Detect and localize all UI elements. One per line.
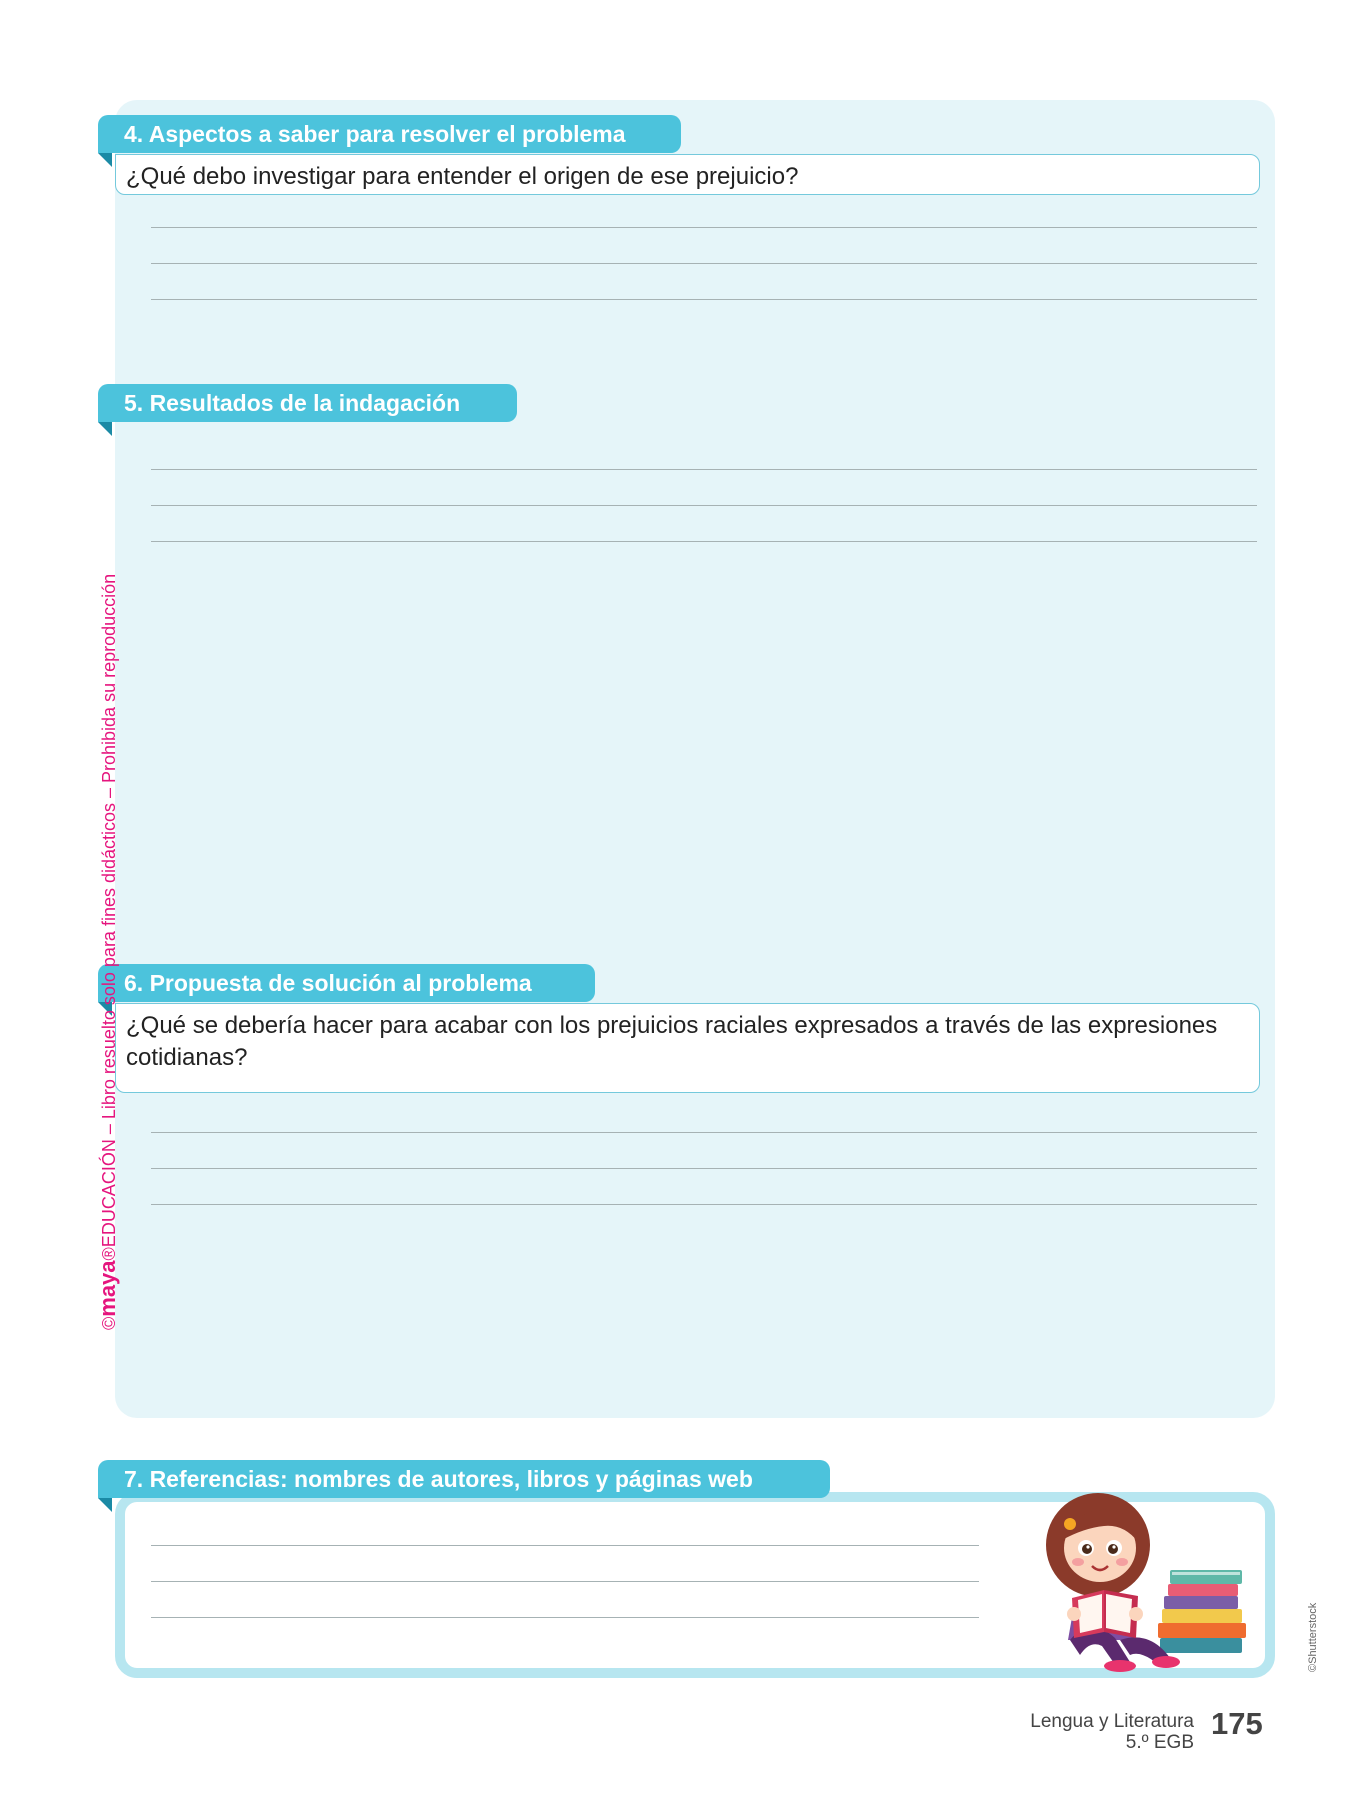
answer-line[interactable] — [151, 505, 1257, 506]
answer-line[interactable] — [151, 1545, 979, 1546]
worksheet-panel — [115, 100, 1275, 1418]
page-number: 175 — [1211, 1706, 1263, 1741]
answer-line[interactable] — [151, 227, 1257, 228]
footer-grade: 5.º EGB — [1125, 1732, 1194, 1753]
section-7-title: 7. Referencias: nombres de autores, libros y páginas web — [98, 1460, 830, 1498]
answer-line[interactable] — [151, 1168, 1257, 1169]
footer-subject: Lengua y Literatura — [1030, 1711, 1194, 1732]
answer-line[interactable] — [151, 469, 1257, 470]
answer-line[interactable] — [151, 299, 1257, 300]
section-6-title: 6. Propuesta de solución al problema — [98, 964, 595, 1002]
image-credit: ©Shutterstock — [1307, 1602, 1319, 1672]
girl-reading-books-illustration — [1020, 1490, 1260, 1672]
answer-line[interactable] — [151, 1204, 1257, 1205]
section-4-title: 4. Aspectos a saber para resolver el problema — [98, 115, 681, 153]
answer-line[interactable] — [151, 263, 1257, 264]
answer-line[interactable] — [151, 541, 1257, 542]
answer-line[interactable] — [151, 1132, 1257, 1133]
section-6-question: ¿Qué se debería hacer para acabar con los prejuicios raciales expresados a través de las expresiones cotidianas? — [115, 1003, 1260, 1093]
brand-logo: maya — [95, 1260, 120, 1317]
section-5-title: 5. Resultados de la indagación — [98, 384, 517, 422]
copyright-notice: ®EDUCACIÓN – Libro resuelto solo para fines didácticos – Prohibida su reproducción — [99, 573, 119, 1261]
answer-line[interactable] — [151, 1617, 979, 1618]
copyright-prefix: © — [99, 1316, 119, 1330]
copyright-side-text — [95, 573, 120, 1330]
answer-line[interactable] — [151, 1581, 979, 1582]
section-4-question: ¿Qué debo investigar para entender el origen de ese prejuicio? — [115, 154, 1260, 195]
